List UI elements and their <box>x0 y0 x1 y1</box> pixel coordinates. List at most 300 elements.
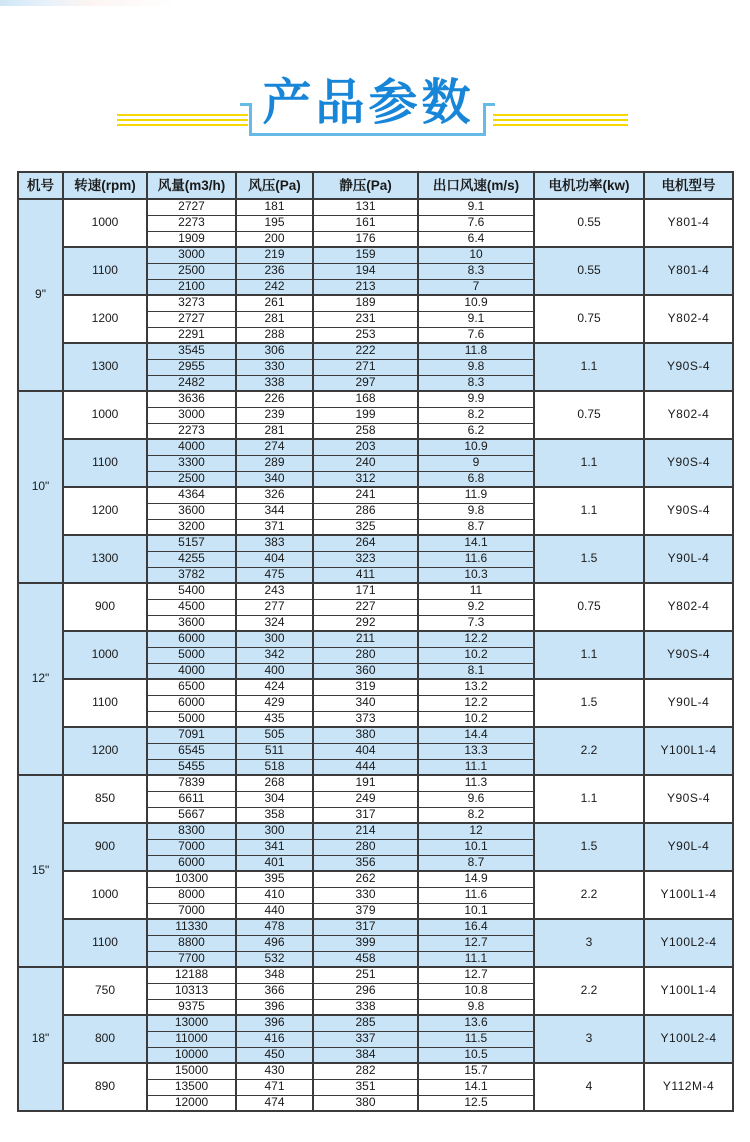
title-banner <box>0 0 750 160</box>
static-pressure-cell: 325 <box>313 519 418 535</box>
static-pressure-cell: 231 <box>313 311 418 327</box>
pressure-cell: 440 <box>236 903 313 919</box>
static-pressure-cell: 317 <box>313 807 418 823</box>
pressure-cell: 268 <box>236 775 313 791</box>
static-pressure-cell: 444 <box>313 759 418 775</box>
outlet-speed-cell: 7.6 <box>418 327 534 343</box>
rpm-cell: 1200 <box>63 295 147 343</box>
airflow-cell: 3000 <box>147 247 236 263</box>
outlet-speed-cell: 10.1 <box>418 903 534 919</box>
rpm-cell: 1000 <box>63 871 147 919</box>
power-cell: 1.1 <box>534 343 644 391</box>
airflow-cell: 2500 <box>147 263 236 279</box>
model-cell: Y802-4 <box>644 391 733 439</box>
model-cell: Y802-4 <box>644 583 733 631</box>
airflow-cell: 3000 <box>147 407 236 423</box>
rpm-cell: 900 <box>63 583 147 631</box>
header-cell-speed: 转速(rpm) <box>63 172 147 199</box>
outlet-speed-cell: 9.2 <box>418 599 534 615</box>
header-cell-outlet-speed: 出口风速(m/s) <box>418 172 534 199</box>
static-pressure-cell: 251 <box>313 967 418 983</box>
outlet-speed-cell: 11.8 <box>418 343 534 359</box>
outlet-speed-cell: 9.1 <box>418 311 534 327</box>
model-cell: Y90L-4 <box>644 535 733 583</box>
header-cell-airflow: 风量(m3/h) <box>147 172 236 199</box>
static-pressure-cell: 340 <box>313 695 418 711</box>
outlet-speed-cell: 9.9 <box>418 391 534 407</box>
outlet-speed-cell: 11.6 <box>418 887 534 903</box>
airflow-cell: 15000 <box>147 1063 236 1079</box>
pressure-cell: 288 <box>236 327 313 343</box>
static-pressure-cell: 404 <box>313 743 418 759</box>
outlet-speed-cell: 12.2 <box>418 631 534 647</box>
pressure-cell: 181 <box>236 199 313 215</box>
power-cell: 1.5 <box>534 823 644 871</box>
pressure-cell: 344 <box>236 503 313 519</box>
static-pressure-cell: 161 <box>313 215 418 231</box>
pressure-cell: 511 <box>236 743 313 759</box>
pressure-cell: 330 <box>236 359 313 375</box>
pressure-cell: 304 <box>236 791 313 807</box>
airflow-cell: 7000 <box>147 839 236 855</box>
model-cell: Y100L1-4 <box>644 967 733 1015</box>
outlet-speed-cell: 12.7 <box>418 935 534 951</box>
pressure-cell: 395 <box>236 871 313 887</box>
table-row <box>18 871 733 887</box>
pressure-cell: 435 <box>236 711 313 727</box>
table-row <box>18 487 733 503</box>
airflow-cell: 6611 <box>147 791 236 807</box>
pressure-cell: 518 <box>236 759 313 775</box>
pressure-cell: 300 <box>236 631 313 647</box>
power-cell: 1.1 <box>534 775 644 823</box>
static-pressure-cell: 312 <box>313 471 418 487</box>
static-pressure-cell: 380 <box>313 1095 418 1111</box>
model-cell: Y802-4 <box>644 295 733 343</box>
airflow-cell: 4500 <box>147 599 236 615</box>
static-pressure-cell: 380 <box>313 727 418 743</box>
outlet-speed-cell: 10.2 <box>418 647 534 663</box>
static-pressure-cell: 240 <box>313 455 418 471</box>
airflow-cell: 9375 <box>147 999 236 1015</box>
outlet-speed-cell: 16.4 <box>418 919 534 935</box>
airflow-cell: 8300 <box>147 823 236 839</box>
pressure-cell: 396 <box>236 1015 313 1031</box>
power-cell: 1.1 <box>534 439 644 487</box>
outlet-speed-cell: 11.1 <box>418 951 534 967</box>
static-pressure-cell: 411 <box>313 567 418 583</box>
model-cell: Y90S-4 <box>644 487 733 535</box>
pressure-cell: 236 <box>236 263 313 279</box>
outlet-speed-cell: 10.5 <box>418 1047 534 1063</box>
outlet-speed-cell: 8.7 <box>418 855 534 871</box>
static-pressure-cell: 249 <box>313 791 418 807</box>
airflow-cell: 11000 <box>147 1031 236 1047</box>
machine-cell: 18" <box>18 967 63 1111</box>
outlet-speed-cell: 12.2 <box>418 695 534 711</box>
static-pressure-cell: 292 <box>313 615 418 631</box>
static-pressure-cell: 199 <box>313 407 418 423</box>
airflow-cell: 1909 <box>147 231 236 247</box>
pressure-cell: 416 <box>236 1031 313 1047</box>
outlet-speed-cell: 10.9 <box>418 439 534 455</box>
machine-cell: 15" <box>18 775 63 967</box>
table-row <box>18 727 733 743</box>
airflow-cell: 12188 <box>147 967 236 983</box>
static-pressure-cell: 356 <box>313 855 418 871</box>
static-pressure-cell: 191 <box>313 775 418 791</box>
static-pressure-cell: 285 <box>313 1015 418 1031</box>
outlet-speed-cell: 10.9 <box>418 295 534 311</box>
outlet-speed-cell: 12 <box>418 823 534 839</box>
pressure-cell: 430 <box>236 1063 313 1079</box>
static-pressure-cell: 373 <box>313 711 418 727</box>
table-row <box>18 1015 733 1031</box>
static-pressure-cell: 296 <box>313 983 418 999</box>
static-pressure-cell: 337 <box>313 1031 418 1047</box>
spec-table-body <box>18 199 733 1111</box>
power-cell: 1.5 <box>534 679 644 727</box>
table-row <box>18 535 733 551</box>
static-pressure-cell: 286 <box>313 503 418 519</box>
outlet-speed-cell: 8.2 <box>418 407 534 423</box>
table-row <box>18 343 733 359</box>
rpm-cell: 890 <box>63 1063 147 1111</box>
static-pressure-cell: 203 <box>313 439 418 455</box>
static-pressure-cell: 351 <box>313 1079 418 1095</box>
rpm-cell: 1200 <box>63 487 147 535</box>
airflow-cell: 8000 <box>147 887 236 903</box>
pressure-cell: 261 <box>236 295 313 311</box>
airflow-cell: 5000 <box>147 647 236 663</box>
airflow-cell: 5667 <box>147 807 236 823</box>
outlet-speed-cell: 12.7 <box>418 967 534 983</box>
model-cell: Y801-4 <box>644 199 733 247</box>
pressure-cell: 324 <box>236 615 313 631</box>
static-pressure-cell: 176 <box>313 231 418 247</box>
power-cell: 0.75 <box>534 583 644 631</box>
static-pressure-cell: 330 <box>313 887 418 903</box>
outlet-speed-cell: 9.1 <box>418 199 534 215</box>
airflow-cell: 11330 <box>147 919 236 935</box>
outlet-speed-cell: 11.9 <box>418 487 534 503</box>
power-cell: 0.55 <box>534 199 644 247</box>
pressure-cell: 281 <box>236 311 313 327</box>
airflow-cell: 10000 <box>147 1047 236 1063</box>
rpm-cell: 1200 <box>63 727 147 775</box>
outlet-speed-cell: 10.3 <box>418 567 534 583</box>
power-cell: 0.55 <box>534 247 644 295</box>
pressure-cell: 348 <box>236 967 313 983</box>
pressure-cell: 340 <box>236 471 313 487</box>
pressure-cell: 410 <box>236 887 313 903</box>
outlet-speed-cell: 6.8 <box>418 471 534 487</box>
pressure-cell: 400 <box>236 663 313 679</box>
model-cell: Y90L-4 <box>644 823 733 871</box>
pressure-cell: 371 <box>236 519 313 535</box>
static-pressure-cell: 214 <box>313 823 418 839</box>
static-pressure-cell: 323 <box>313 551 418 567</box>
outlet-speed-cell: 13.6 <box>418 1015 534 1031</box>
pressure-cell: 475 <box>236 567 313 583</box>
rpm-cell: 1100 <box>63 679 147 727</box>
airflow-cell: 6000 <box>147 695 236 711</box>
airflow-cell: 2955 <box>147 359 236 375</box>
static-pressure-cell: 458 <box>313 951 418 967</box>
power-cell: 3 <box>534 1015 644 1063</box>
airflow-cell: 13500 <box>147 1079 236 1095</box>
outlet-speed-cell: 11.6 <box>418 551 534 567</box>
airflow-cell: 2727 <box>147 311 236 327</box>
airflow-cell: 6500 <box>147 679 236 695</box>
airflow-cell: 3600 <box>147 615 236 631</box>
pressure-cell: 338 <box>236 375 313 391</box>
static-pressure-cell: 360 <box>313 663 418 679</box>
model-cell: Y100L1-4 <box>644 871 733 919</box>
outlet-speed-cell: 9.8 <box>418 359 534 375</box>
pressure-cell: 383 <box>236 535 313 551</box>
outlet-speed-cell: 14.9 <box>418 871 534 887</box>
static-pressure-cell: 280 <box>313 839 418 855</box>
table-row <box>18 583 733 599</box>
airflow-cell: 2500 <box>147 471 236 487</box>
table-row <box>18 919 733 935</box>
airflow-cell: 5000 <box>147 711 236 727</box>
model-cell: Y100L2-4 <box>644 919 733 967</box>
airflow-cell: 2727 <box>147 199 236 215</box>
header-cell-motor-model: 电机型号 <box>644 172 733 199</box>
table-row <box>18 1063 733 1079</box>
airflow-cell: 2291 <box>147 327 236 343</box>
header-cell-machine-no: 机号 <box>18 172 63 199</box>
pressure-cell: 277 <box>236 599 313 615</box>
airflow-cell: 3300 <box>147 455 236 471</box>
table-row <box>18 295 733 311</box>
outlet-speed-cell: 11.1 <box>418 759 534 775</box>
pressure-cell: 195 <box>236 215 313 231</box>
header-cell-static-pressure: 静压(Pa) <box>313 172 418 199</box>
model-cell: Y112M-4 <box>644 1063 733 1111</box>
outlet-speed-cell: 8.3 <box>418 375 534 391</box>
machine-cell: 9" <box>18 199 63 391</box>
outlet-speed-cell: 14.1 <box>418 1079 534 1095</box>
model-cell: Y801-4 <box>644 247 733 295</box>
pressure-cell: 358 <box>236 807 313 823</box>
rpm-cell: 1300 <box>63 343 147 391</box>
pressure-cell: 474 <box>236 1095 313 1111</box>
static-pressure-cell: 297 <box>313 375 418 391</box>
pressure-cell: 243 <box>236 583 313 599</box>
power-cell: 4 <box>534 1063 644 1111</box>
airflow-cell: 2273 <box>147 215 236 231</box>
model-cell: Y90S-4 <box>644 775 733 823</box>
outlet-speed-cell: 12.5 <box>418 1095 534 1111</box>
pressure-cell: 219 <box>236 247 313 263</box>
table-row <box>18 775 733 791</box>
pressure-cell: 424 <box>236 679 313 695</box>
outlet-speed-cell: 6.4 <box>418 231 534 247</box>
airflow-cell: 10300 <box>147 871 236 887</box>
pressure-cell: 341 <box>236 839 313 855</box>
outlet-speed-cell: 11.3 <box>418 775 534 791</box>
table-header-row <box>18 172 733 199</box>
model-cell: Y90S-4 <box>644 439 733 487</box>
airflow-cell: 13000 <box>147 1015 236 1031</box>
outlet-speed-cell: 8.2 <box>418 807 534 823</box>
model-cell: Y90L-4 <box>644 679 733 727</box>
outlet-speed-cell: 11.5 <box>418 1031 534 1047</box>
airflow-cell: 3273 <box>147 295 236 311</box>
static-pressure-cell: 211 <box>313 631 418 647</box>
static-pressure-cell: 399 <box>313 935 418 951</box>
table-row <box>18 823 733 839</box>
static-pressure-cell: 131 <box>313 199 418 215</box>
rpm-cell: 800 <box>63 1015 147 1063</box>
rpm-cell: 1100 <box>63 919 147 967</box>
spec-table <box>17 171 734 1112</box>
static-pressure-cell: 280 <box>313 647 418 663</box>
static-pressure-cell: 227 <box>313 599 418 615</box>
airflow-cell: 5400 <box>147 583 236 599</box>
power-cell: 1.1 <box>534 631 644 679</box>
power-cell: 2.2 <box>534 967 644 1015</box>
static-pressure-cell: 222 <box>313 343 418 359</box>
airflow-cell: 3782 <box>147 567 236 583</box>
pressure-cell: 326 <box>236 487 313 503</box>
rpm-cell: 850 <box>63 775 147 823</box>
airflow-cell: 5157 <box>147 535 236 551</box>
outlet-speed-cell: 13.3 <box>418 743 534 759</box>
airflow-cell: 4364 <box>147 487 236 503</box>
table-row <box>18 199 733 215</box>
pressure-cell: 242 <box>236 279 313 295</box>
airflow-cell: 3600 <box>147 503 236 519</box>
table-row <box>18 439 733 455</box>
pressure-cell: 289 <box>236 455 313 471</box>
pressure-cell: 274 <box>236 439 313 455</box>
airflow-cell: 8800 <box>147 935 236 951</box>
airflow-cell: 3545 <box>147 343 236 359</box>
outlet-speed-cell: 10.1 <box>418 839 534 855</box>
model-cell: Y100L2-4 <box>644 1015 733 1063</box>
pressure-cell: 366 <box>236 983 313 999</box>
outlet-speed-cell: 14.1 <box>418 535 534 551</box>
rpm-cell: 900 <box>63 823 147 871</box>
airflow-cell: 4255 <box>147 551 236 567</box>
static-pressure-cell: 338 <box>313 999 418 1015</box>
static-pressure-cell: 189 <box>313 295 418 311</box>
airflow-cell: 5455 <box>147 759 236 775</box>
header-cell-pressure: 风压(Pa) <box>236 172 313 199</box>
pressure-cell: 342 <box>236 647 313 663</box>
pressure-cell: 239 <box>236 407 313 423</box>
airflow-cell: 12000 <box>147 1095 236 1111</box>
outlet-speed-cell: 15.7 <box>418 1063 534 1079</box>
static-pressure-cell: 317 <box>313 919 418 935</box>
rpm-cell: 1300 <box>63 535 147 583</box>
airflow-cell: 2100 <box>147 279 236 295</box>
static-pressure-cell: 384 <box>313 1047 418 1063</box>
airflow-cell: 2482 <box>147 375 236 391</box>
static-pressure-cell: 159 <box>313 247 418 263</box>
machine-cell: 12" <box>18 583 63 775</box>
table-row <box>18 967 733 983</box>
static-pressure-cell: 271 <box>313 359 418 375</box>
outlet-speed-cell: 11 <box>418 583 534 599</box>
model-cell: Y90S-4 <box>644 343 733 391</box>
airflow-cell: 3200 <box>147 519 236 535</box>
static-pressure-cell: 194 <box>313 263 418 279</box>
pressure-cell: 478 <box>236 919 313 935</box>
static-pressure-cell: 241 <box>313 487 418 503</box>
outlet-speed-cell: 10.8 <box>418 983 534 999</box>
airflow-cell: 7091 <box>147 727 236 743</box>
pressure-cell: 281 <box>236 423 313 439</box>
power-cell: 3 <box>534 919 644 967</box>
airflow-cell: 6000 <box>147 631 236 647</box>
pressure-cell: 505 <box>236 727 313 743</box>
model-cell: Y90S-4 <box>644 631 733 679</box>
rpm-cell: 1100 <box>63 439 147 487</box>
airflow-cell: 6000 <box>147 855 236 871</box>
pressure-cell: 471 <box>236 1079 313 1095</box>
static-pressure-cell: 319 <box>313 679 418 695</box>
outlet-speed-cell: 7.6 <box>418 215 534 231</box>
static-pressure-cell: 262 <box>313 871 418 887</box>
power-cell: 0.75 <box>534 295 644 343</box>
outlet-speed-cell: 8.1 <box>418 663 534 679</box>
model-cell: Y100L1-4 <box>644 727 733 775</box>
power-cell: 2.2 <box>534 871 644 919</box>
rpm-cell: 1000 <box>63 391 147 439</box>
pressure-cell: 532 <box>236 951 313 967</box>
airflow-cell: 10313 <box>147 983 236 999</box>
static-pressure-cell: 282 <box>313 1063 418 1079</box>
power-cell: 0.75 <box>534 391 644 439</box>
airflow-cell: 6545 <box>147 743 236 759</box>
table-row <box>18 391 733 407</box>
rpm-cell: 1000 <box>63 199 147 247</box>
outlet-speed-cell: 9 <box>418 455 534 471</box>
static-pressure-cell: 379 <box>313 903 418 919</box>
outlet-speed-cell: 9.6 <box>418 791 534 807</box>
pressure-cell: 300 <box>236 823 313 839</box>
pressure-cell: 404 <box>236 551 313 567</box>
outlet-speed-cell: 9.8 <box>418 503 534 519</box>
outlet-speed-cell: 8.3 <box>418 263 534 279</box>
airflow-cell: 4000 <box>147 439 236 455</box>
rpm-cell: 1000 <box>63 631 147 679</box>
outlet-speed-cell: 10 <box>418 247 534 263</box>
static-pressure-cell: 213 <box>313 279 418 295</box>
pressure-cell: 429 <box>236 695 313 711</box>
pressure-cell: 306 <box>236 343 313 359</box>
pressure-cell: 226 <box>236 391 313 407</box>
rpm-cell: 750 <box>63 967 147 1015</box>
outlet-speed-cell: 8.7 <box>418 519 534 535</box>
outlet-speed-cell: 9.8 <box>418 999 534 1015</box>
airflow-cell: 3636 <box>147 391 236 407</box>
airflow-cell: 7000 <box>147 903 236 919</box>
airflow-cell: 7700 <box>147 951 236 967</box>
page-title: 产品参数 <box>262 74 475 131</box>
table-row <box>18 679 733 695</box>
outlet-speed-cell: 7.3 <box>418 615 534 631</box>
outlet-speed-cell: 13.2 <box>418 679 534 695</box>
static-pressure-cell: 258 <box>313 423 418 439</box>
machine-cell: 10" <box>18 391 63 583</box>
static-pressure-cell: 171 <box>313 583 418 599</box>
